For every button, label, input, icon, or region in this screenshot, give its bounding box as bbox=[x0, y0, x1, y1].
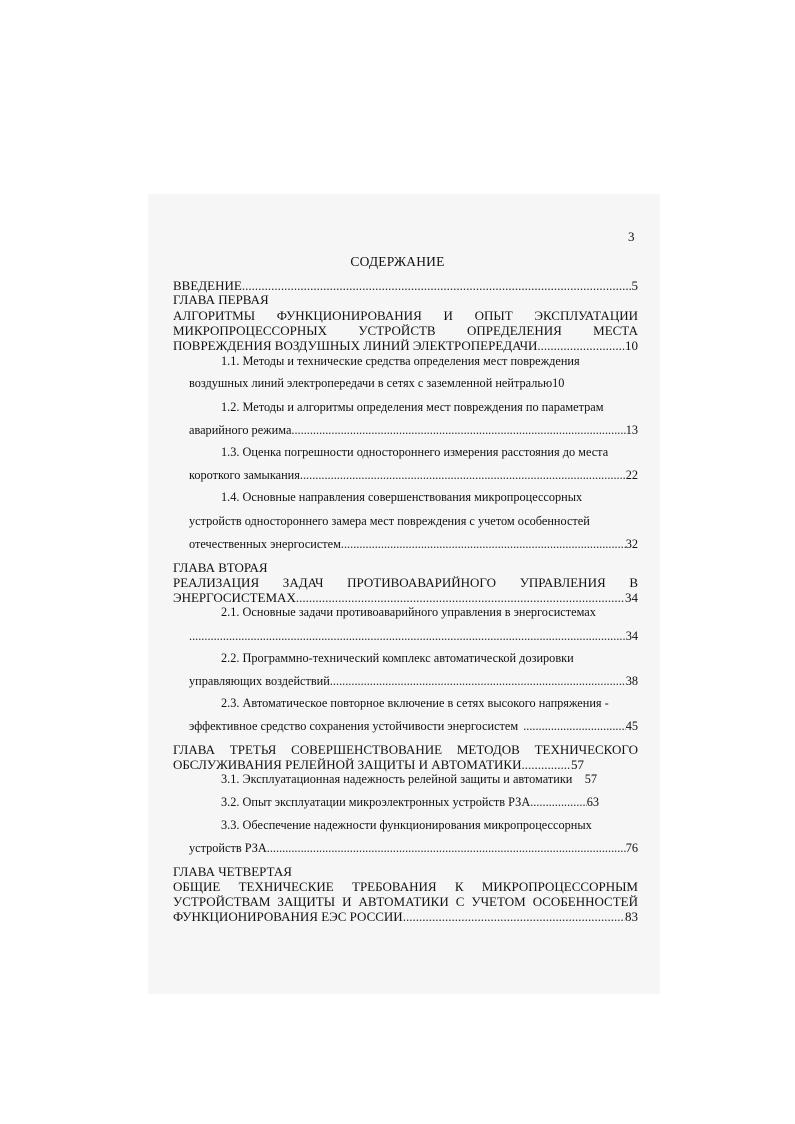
toc-entry-chapter-1[interactable]: ПОВРЕЖДЕНИЯ ВОЗДУШНЫХ ЛИНИЙ ЭЛЕКТРОПЕРЕДАЧИ ..... 10 bbox=[173, 338, 638, 353]
toc-entry-intro[interactable] bbox=[173, 278, 638, 293]
toc-entry-section-1-1[interactable]: воздушных линий электропередачи в сетях с заземленной нейтралью 10 bbox=[189, 376, 565, 390]
entry-page: 5 bbox=[631, 278, 638, 293]
chapter-4-title-line: УСТРОЙСТВАМ ЗАЩИТЫ И АВТОМАТИКИ С УЧЕТОМ ОСОБЕННОСТЕЙ bbox=[173, 894, 638, 909]
toc-entry-section-1-2[interactable]: аварийного режима ..... 13 bbox=[189, 423, 638, 438]
toc-entry-chapter-4[interactable]: ФУНКЦИОНИРОВАНИЯ ЕЭС РОССИИ ..... 83 bbox=[173, 909, 638, 924]
section-1-4-line2: устройств одностороннего замера мест повреждения с учетом особенностей bbox=[189, 514, 590, 528]
toc-entry-chapter-2[interactable]: ЭНЕРГОСИСТЕМАХ ..... 34 bbox=[173, 590, 638, 605]
toc-entry-section-2-2[interactable]: управляющих воздействий ..... 38 bbox=[189, 674, 638, 689]
toc-entry-section-3-1[interactable]: 3.1. Эксплуатационная надежность релейной защиты и автоматики 57 bbox=[221, 772, 597, 786]
toc-entry-section-3-3[interactable]: устройств РЗА ..... 76 bbox=[189, 841, 638, 856]
chapter-1-title-line: АЛГОРИТМЫ ФУНКЦИОНИРОВАНИЯ И ОПЫТ ЭКСПЛУАТАЦИИ bbox=[173, 308, 638, 323]
section-1-2-line1: 1.2. Методы и алгоритмы определения мест повреждения по параметрам bbox=[221, 400, 604, 414]
section-2-3-line1: 2.3. Автоматическое повторное включение в сетях высокого напряжения - bbox=[221, 696, 609, 710]
section-1-4-line1: 1.4. Основные направления совершенствования микропроцессорных bbox=[221, 490, 583, 504]
toc-entry-section-2-1[interactable]: ..... 34 bbox=[189, 629, 638, 644]
toc-entry-chapter-3[interactable]: ОБСЛУЖИВАНИЯ РЕЛЕЙНОЙ ЗАЩИТЫ И АВТОМАТИКИ ..... 57 bbox=[173, 757, 584, 772]
section-1-3-line1: 1.3. Оценка погрешности одностороннего измерения расстояния до места bbox=[221, 445, 609, 459]
entry-text: ВВЕДЕНИЕ bbox=[173, 278, 242, 293]
page-number: 3 bbox=[628, 229, 635, 244]
chapter-1-title-line: МИКРОПРОЦЕССОРНЫХ УСТРОЙСТВ ОПРЕДЕЛЕНИЯ МЕСТА bbox=[173, 323, 638, 338]
chapter-2-title-line: РЕАЛИЗАЦИЯ ЗАДАЧ ПРОТИВОАВАРИЙНОГО УПРАВЛЕНИЯ В bbox=[173, 575, 638, 590]
section-3-3-line1: 3.3. Обеспечение надежности функционирования микропроцессорных bbox=[221, 818, 592, 832]
toc-entry-section-1-4[interactable]: отечественных энергосистем ..... 32 bbox=[189, 537, 638, 552]
section-2-2-line1: 2.2. Программно-технический комплекс автоматической дозировки bbox=[221, 651, 574, 665]
chapter-2-heading: ГЛАВА ВТОРАЯ bbox=[173, 560, 268, 575]
section-2-1-line1: 2.1. Основные задачи противоаварийного управления в энергосистемах bbox=[221, 605, 596, 619]
chapter-1-heading: ГЛАВА ПЕРВАЯ bbox=[173, 292, 269, 307]
toc-entry-section-1-3[interactable]: короткого замыкания ..... 22 bbox=[189, 468, 638, 483]
chapter-4-heading: ГЛАВА ЧЕТВЕРТАЯ bbox=[173, 864, 292, 879]
toc-title: СОДЕРЖАНИЕ bbox=[350, 254, 445, 269]
chapter-4-title-line: ОБЩИЕ ТЕХНИЧЕСКИЕ ТРЕБОВАНИЯ К МИКРОПРОЦЕССОРНЫМ bbox=[173, 879, 638, 894]
toc-entry-section-2-3[interactable]: эффективное средство сохранения устойчивости энергосистем ..... 45 bbox=[189, 719, 638, 734]
toc-entry-section-3-2[interactable]: 3.2. Опыт эксплуатации микроэлектронных устройств РЗА ..... 63 bbox=[221, 795, 599, 810]
chapter-3-title-line: ГЛАВА ТРЕТЬЯ СОВЕРШЕНСТВОВАНИЕ МЕТОДОВ ТЕХНИЧЕСКОГО bbox=[173, 742, 638, 757]
section-1-1-line1: 1.1. Методы и технические средства определения мест повреждения bbox=[221, 354, 580, 368]
